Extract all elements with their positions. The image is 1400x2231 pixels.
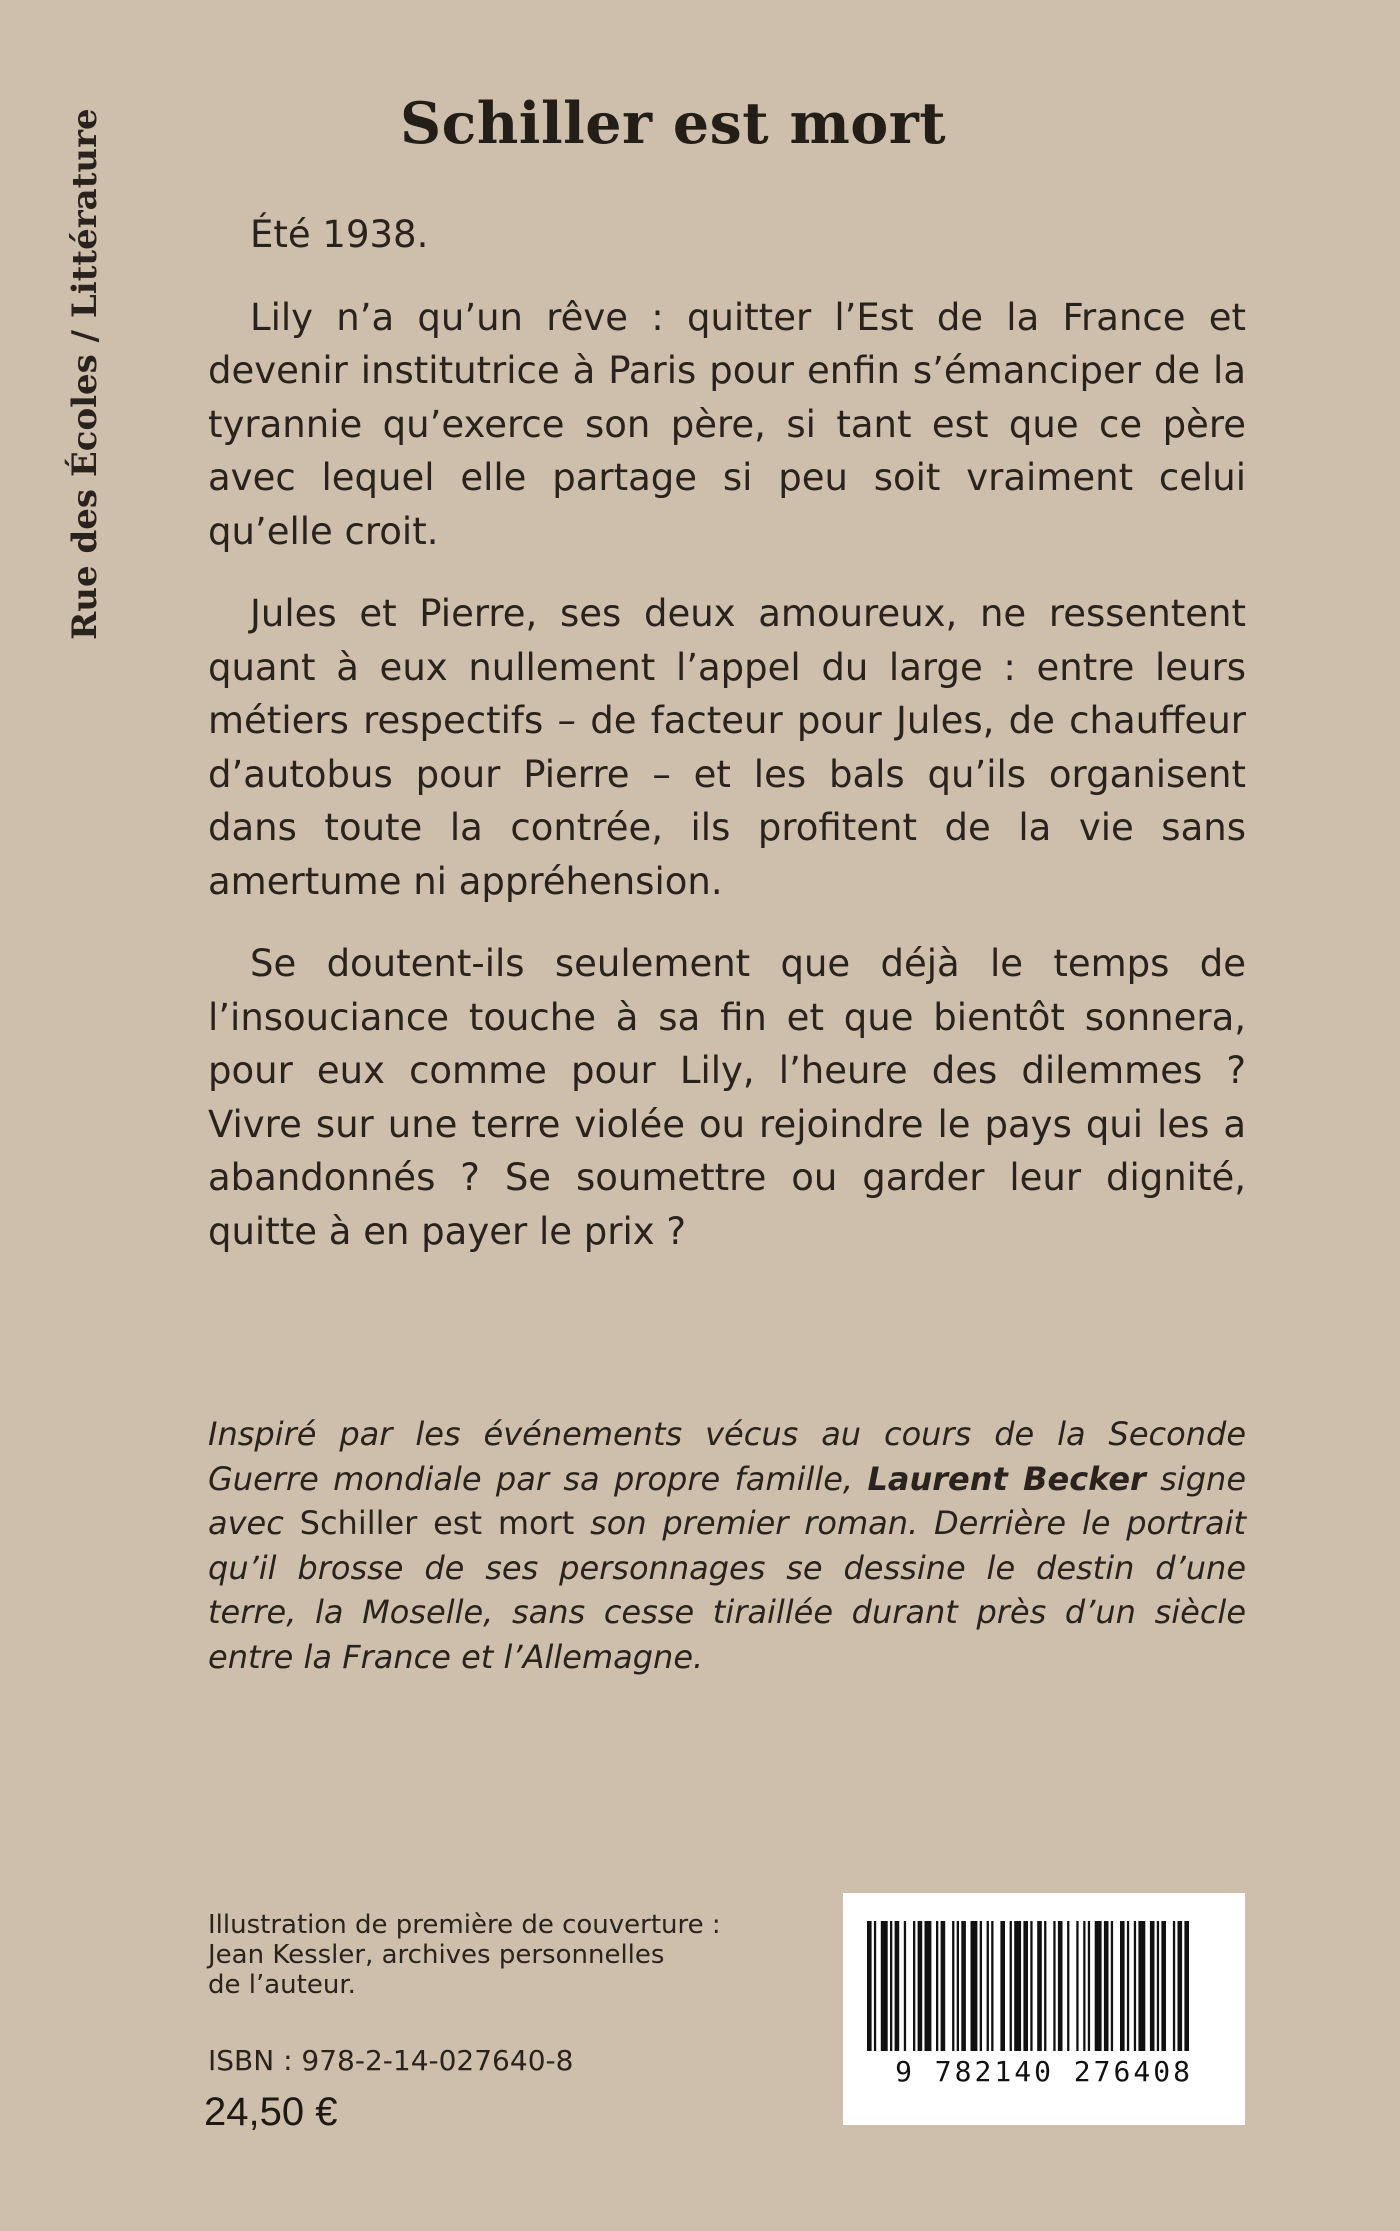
barcode-bar xyxy=(881,1921,888,2051)
barcode-bar xyxy=(1111,1921,1113,2051)
book-title: Schiller est mort xyxy=(400,90,947,157)
barcode-bar xyxy=(867,1921,872,2051)
barcode-bar xyxy=(961,1921,966,2051)
barcode-bar xyxy=(1138,1921,1145,2051)
synopsis xyxy=(208,208,1246,1287)
author-blurb xyxy=(208,1412,1246,1679)
barcode-bar xyxy=(1076,1921,1078,2051)
barcode-panel xyxy=(843,1893,1245,2125)
barcode-bar xyxy=(918,1921,923,2051)
barcode-bar xyxy=(957,1921,959,2051)
barcode-bar xyxy=(1044,1921,1046,2051)
author-name: Laurent Becker xyxy=(867,1459,1146,1498)
synopsis-paragraph: Été 1938. xyxy=(250,213,429,256)
barcode-bar xyxy=(971,1921,978,2051)
barcode-bar xyxy=(980,1921,982,2051)
spine-label xyxy=(60,100,110,640)
isbn-number: ISBN : 978-2-14-027640-8 xyxy=(208,2044,574,2077)
barcode-icon xyxy=(863,1921,1225,2061)
synopsis-paragraph: Se doutent-ils seulement que déjà le temps de l’insouciance touche à sa fin et que bientôt sonnera, pour eux comme pour Lily, l’heure des dilemmes ? Vivre sur une terre violée ou rejoindre le pays qui les a abandonnés ? Se soumettre ou garder leur dignité, quitte à en payer le prix ? xyxy=(208,942,1246,1253)
synopsis-paragraph: Lily n’a qu’un rêve : quitter l’Est de la France et devenir institutrice à Paris pour enfin s’émanciper de la tyrannie qu’exerce son père, si tant est que ce père avec lequel elle partage si peu soit vraiment celui qu’elle croit. xyxy=(208,295,1246,553)
credits-line: Illustration de première de couverture : xyxy=(208,1910,721,1940)
barcode-digits: 9 782140 276408 xyxy=(895,2055,1193,2088)
barcode-bar xyxy=(1095,1921,1102,2051)
barcode-bar xyxy=(1161,1921,1166,2051)
barcode-bar xyxy=(1014,1921,1021,2051)
barcode-bar xyxy=(936,1921,938,2051)
barcode-bar xyxy=(1104,1921,1109,2051)
credits-line: Jean Kessler, archives personnelles xyxy=(208,1940,665,1970)
barcode-bar xyxy=(1157,1921,1159,2051)
barcode-bar xyxy=(1173,1921,1175,2051)
price: 24,50 € xyxy=(204,2090,338,2134)
barcode-bar xyxy=(1120,1921,1125,2051)
barcode-bar xyxy=(987,1921,989,2051)
barcode-bar xyxy=(1000,1921,1005,2051)
barcode-bar xyxy=(1023,1921,1028,2051)
barcode-bar xyxy=(1184,1921,1189,2051)
barcode-bar xyxy=(1058,1921,1063,2051)
barcode-bar xyxy=(1053,1921,1055,2051)
credits-line: de l’auteur. xyxy=(208,1970,356,2000)
barcode-bar xyxy=(874,1921,876,2051)
barcode-bar xyxy=(1088,1921,1090,2051)
barcode-bar xyxy=(1134,1921,1136,2051)
barcode-bar xyxy=(991,1921,993,2051)
blurb-book-title: Schiller est mort xyxy=(299,1504,575,1542)
barcode-bar xyxy=(1083,1921,1085,2051)
barcode-bar xyxy=(941,1921,946,2051)
synopsis-paragraph: Jules et Pierre, ses deux amoureux, ne ressentent quant à eux nullement l’appel du large : entre leurs métiers respectifs – de facteur pour Jules, de chauffeur d’autobus pour Pierre – et les bals qu’ils organisent dans toute la contrée, ils profitent de la vie sans amertume ni appréhension. xyxy=(208,592,1246,903)
blurb-rest: son premier roman. Derrière le portrait qu’il brosse de ses personnages se dessine le destin d’une terre, la Moselle, sans cesse tiraillée durant près d’un siècle entre la France et l’Allemagne. xyxy=(208,1504,1247,1676)
barcode-bar xyxy=(890,1921,892,2051)
barcode-bar xyxy=(1067,1921,1069,2051)
barcode-bar xyxy=(1030,1921,1032,2051)
barcode-bar xyxy=(1150,1921,1155,2051)
barcode-bar xyxy=(913,1921,915,2051)
barcode-bar xyxy=(1178,1921,1183,2051)
barcode-bar xyxy=(925,1921,932,2051)
blurb-intro: Inspiré par les événements vécus au cours de la Seconde Guerre mondiale par sa propre famille, xyxy=(208,1415,1246,1498)
barcode-bar xyxy=(1127,1921,1129,2051)
barcode-bar xyxy=(895,1921,900,2051)
barcode-bar xyxy=(1010,1921,1012,2051)
collection-name: Rue des Écoles / Littérature xyxy=(65,108,105,640)
barcode-bar xyxy=(952,1921,954,2051)
barcode-bar xyxy=(1037,1921,1042,2051)
barcode-bar xyxy=(904,1921,906,2051)
illustration-credits xyxy=(208,1910,728,2000)
blurb-middle: signe avec xyxy=(208,1459,1247,1542)
